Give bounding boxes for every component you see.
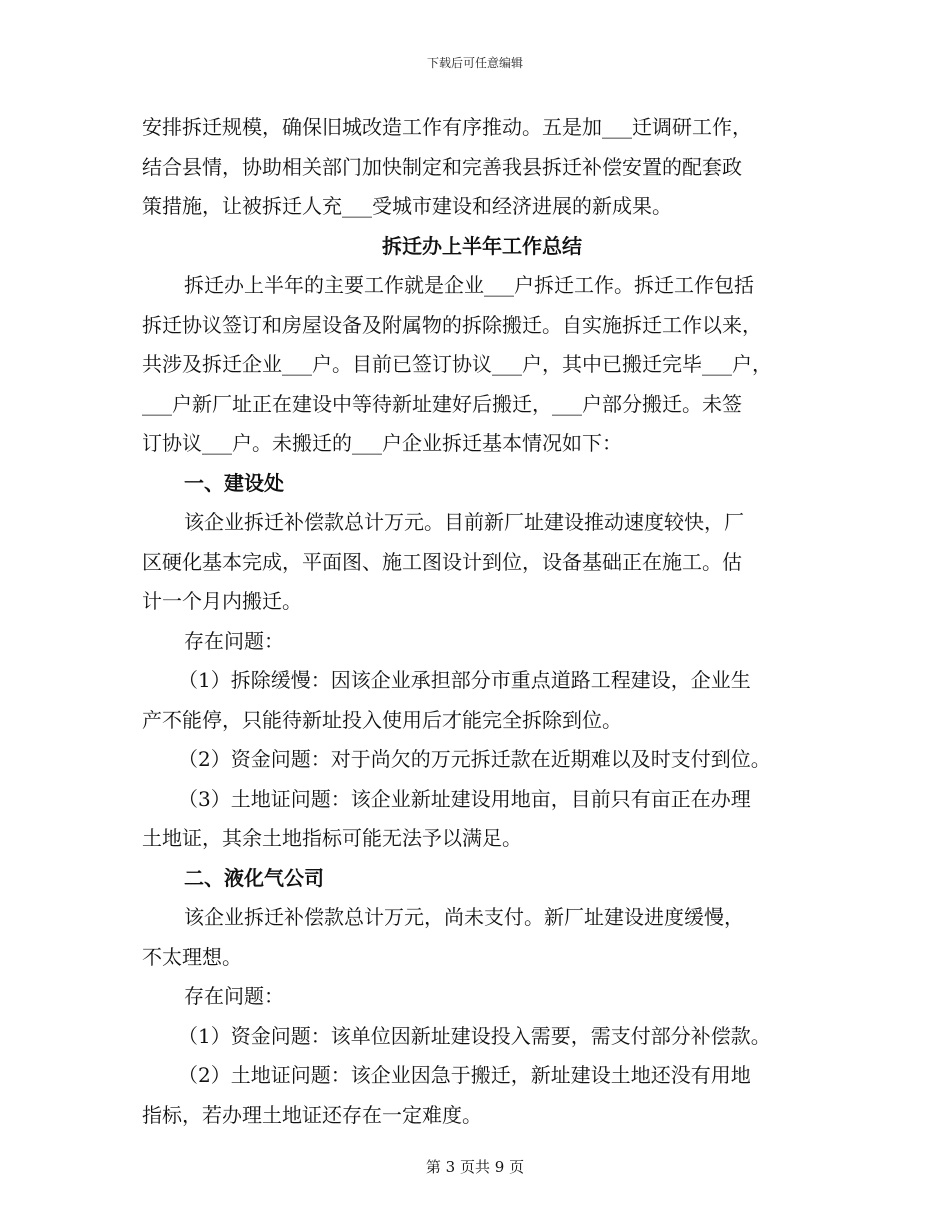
list-item: （3）土地证问题：该企业新址建设用地亩，目前只有亩正在办理 — [178, 786, 751, 811]
paragraph-line: 存在问题： — [184, 628, 284, 653]
paragraph-line: 共涉及拆迁企业___户。目前已签订协议___户，其中已搬迁完毕___户， — [142, 352, 772, 376]
paragraph-line: 不太理想。 — [142, 944, 242, 969]
list-item: （1）资金问题：该单位因新址建设投入需要，需支付部分补偿款。 — [178, 1023, 771, 1048]
paragraph-line: 产不能停，只能待新址投入使用后才能完全拆除到位。 — [142, 707, 622, 732]
paragraph-line: 土地证，其余土地指标可能无法予以满足。 — [142, 826, 522, 850]
page-footer: 第 3 页共 9 页 — [425, 1158, 525, 1176]
paragraph-line: 拆迁协议签订和房屋设备及附属物的拆除搬迁。自实施拆迁工作以来， — [142, 312, 762, 337]
paragraph-line: 计一个月内搬迁。 — [142, 589, 302, 613]
section-title: 拆迁办上半年工作总结 — [382, 233, 582, 258]
list-item: （2）资金问题：对于尚欠的万元拆迁款在近期难以及时支付到位。 — [178, 747, 771, 771]
paragraph-line: ___户新厂址正在建设中等待新址建好后搬迁，___户部分搬迁。未签 — [142, 391, 742, 416]
document-body — [142, 108, 822, 1135]
list-item: （2）土地证问题：该企业因急于搬迁，新址建设土地还没有用地 — [178, 1063, 751, 1087]
paragraph-line: 该企业拆迁补偿款总计万元，尚未支付。新厂址建设进度缓慢， — [184, 905, 744, 929]
paragraph-line: 结合县情，协助相关部门加快制定和完善我县拆迁补偿安置的配套政 — [142, 154, 742, 179]
paragraph-line: 指标，若办理土地证还存在一定难度。 — [142, 1102, 482, 1127]
paragraph-line: 安排拆迁规模，确保旧城改造工作有序推动。五是加___迁调研工作， — [142, 115, 752, 139]
paragraph-line: 存在问题： — [184, 984, 284, 1008]
page-header: 下载后可任意编辑 — [426, 56, 523, 70]
paragraph-line: 订协议___户。未搬迁的___户企业拆迁基本情况如下： — [142, 431, 622, 455]
subheading-yehuaqi: 二、液化气公司 — [184, 865, 324, 890]
paragraph-line: 拆迁办上半年的主要工作就是企业___户拆迁工作。拆迁工作包括 — [184, 273, 754, 297]
paragraph-line: 策措施，让被拆迁人充___受城市建设和经济进展的新成果。 — [142, 194, 672, 218]
paragraph-line: 该企业拆迁补偿款总计万元。目前新厂址建设推动速度较快，厂 — [184, 510, 744, 534]
list-item: （1）拆除缓慢：因该企业承担部分市重点道路工程建设，企业生 — [178, 668, 751, 692]
paragraph-line: 区硬化基本完成，平面图、施工图设计到位，设备基础正在施工。估 — [142, 549, 742, 574]
subheading-jianshechu: 一、建设处 — [184, 470, 284, 495]
